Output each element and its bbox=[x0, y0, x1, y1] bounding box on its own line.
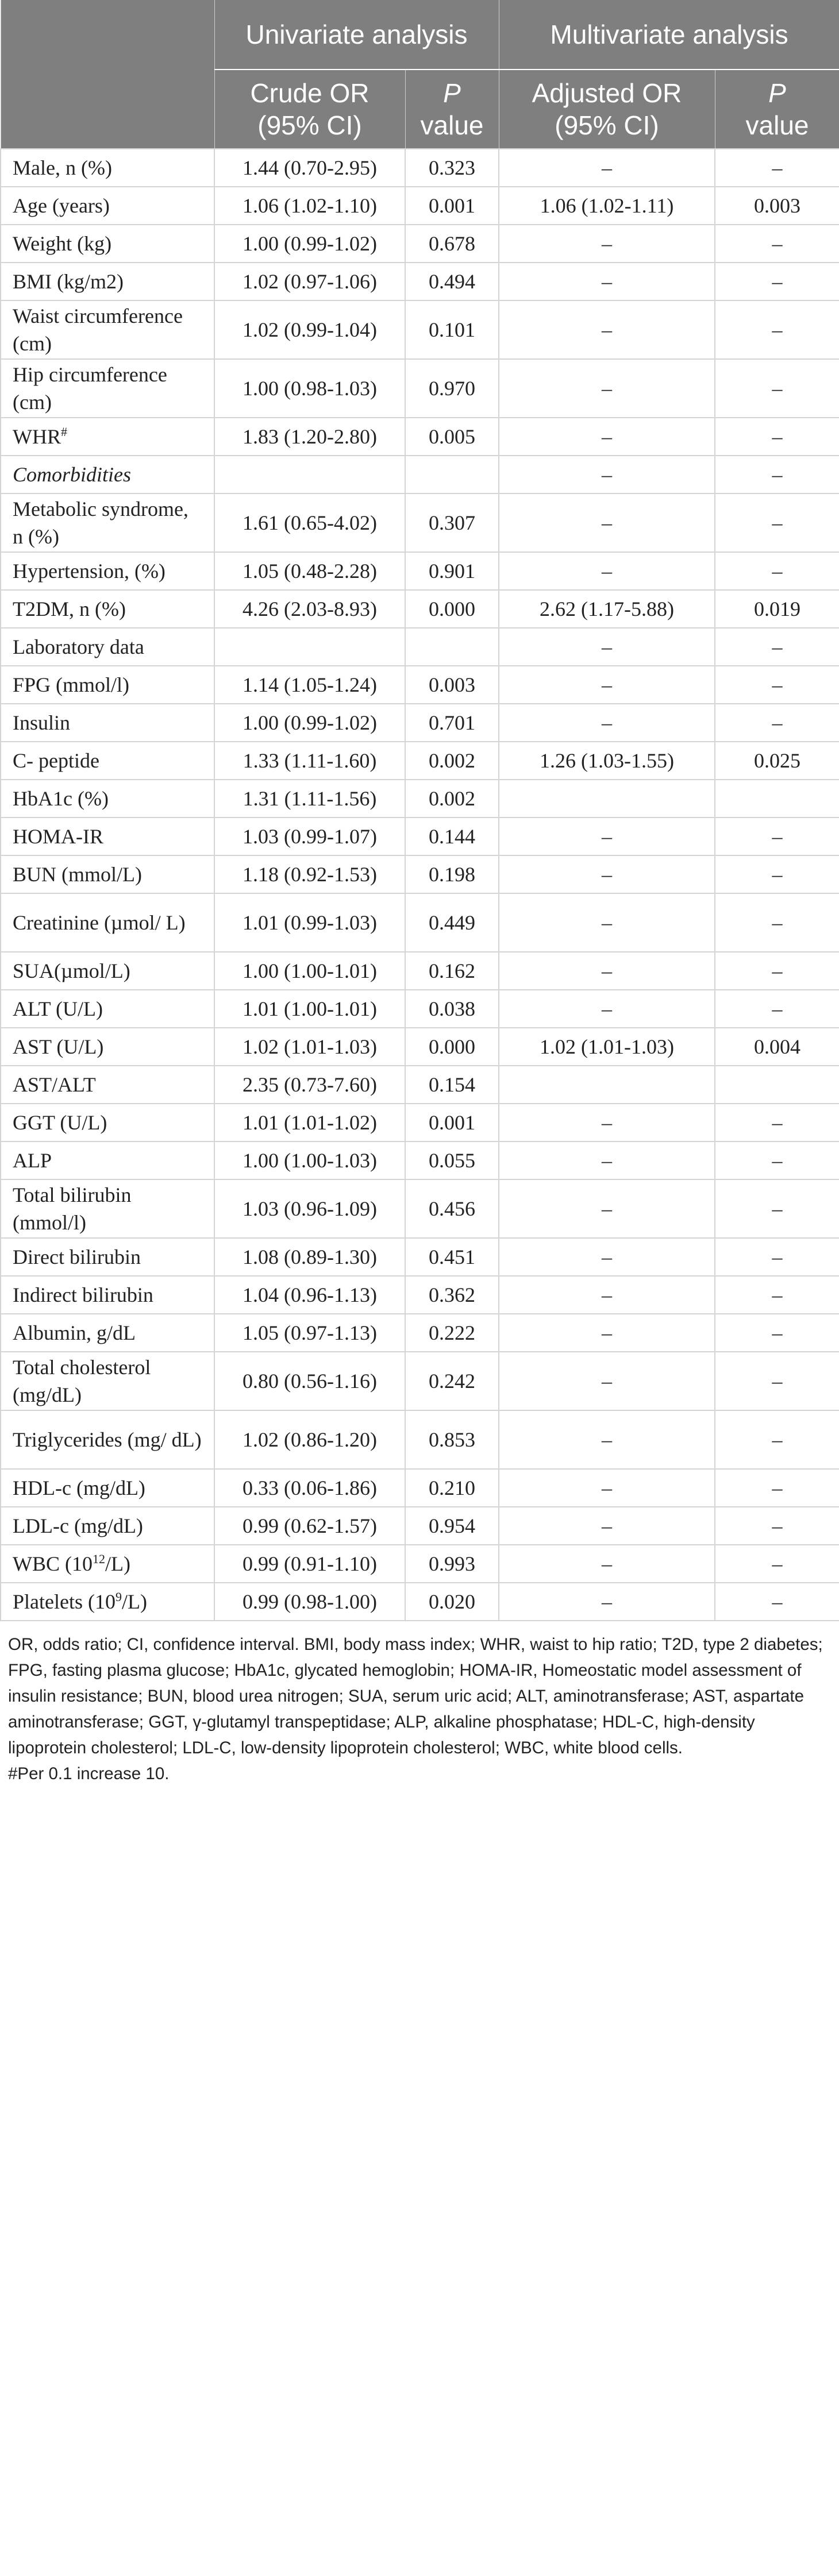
crude-or-cell: 0.99 (0.91-1.10) bbox=[214, 1545, 405, 1583]
adjusted-or-cell: – bbox=[499, 1545, 715, 1583]
table-row bbox=[1, 952, 839, 990]
univariate-p-cell: 0.002 bbox=[405, 742, 499, 780]
row-label bbox=[1, 1028, 214, 1066]
row-label bbox=[1, 1469, 214, 1507]
crude-or-cell bbox=[214, 456, 405, 493]
adjusted-or-cell: – bbox=[499, 893, 715, 952]
crude-or-cell: 1.06 (1.02-1.10) bbox=[214, 187, 405, 225]
adjusted-or-cell: – bbox=[499, 817, 715, 855]
row-label bbox=[1, 628, 214, 666]
row-label bbox=[1, 893, 214, 952]
multivariate-p-cell: 0.019 bbox=[715, 590, 839, 628]
univariate-header: Univariate analysis bbox=[214, 0, 499, 70]
univariate-p-cell: 0.954 bbox=[405, 1507, 499, 1545]
row-label-text: BUN (mmol/L) bbox=[13, 863, 142, 886]
table-row bbox=[1, 359, 839, 418]
multivariate-p-cell: – bbox=[715, 1314, 839, 1352]
row-label-text: Hypertension, (%) bbox=[13, 560, 166, 583]
row-label-text: Metabolic syndrome, n (%) bbox=[13, 498, 188, 548]
multivariate-p-cell: 0.025 bbox=[715, 742, 839, 780]
crude-or-cell: 1.00 (1.00-1.01) bbox=[214, 952, 405, 990]
multivariate-p-cell: – bbox=[715, 855, 839, 893]
crude-or-cell: 1.14 (1.05-1.24) bbox=[214, 666, 405, 704]
row-label bbox=[1, 149, 214, 187]
row-label-text: Weight (kg) bbox=[13, 232, 112, 255]
adjusted-or-cell bbox=[499, 780, 715, 817]
adjusted-or-cell: – bbox=[499, 263, 715, 300]
table-row bbox=[1, 1142, 839, 1179]
multivariate-p-cell: – bbox=[715, 300, 839, 359]
crude-or-cell: 2.35 (0.73-7.60) bbox=[214, 1066, 405, 1104]
row-label bbox=[1, 742, 214, 780]
row-label bbox=[1, 263, 214, 300]
row-label bbox=[1, 1142, 214, 1179]
crude-or-cell: 1.18 (0.92-1.53) bbox=[214, 855, 405, 893]
table-row bbox=[1, 418, 839, 456]
row-label-text: HOMA-IR bbox=[13, 825, 103, 848]
crude-or-cell: 1.61 (0.65-4.02) bbox=[214, 493, 405, 552]
adjusted-or-cell: – bbox=[499, 1238, 715, 1276]
row-label-text: Platelets (10 bbox=[13, 1590, 116, 1613]
adjusted-or-cell: – bbox=[499, 1469, 715, 1507]
row-label-text: C- peptide bbox=[13, 749, 99, 772]
row-label bbox=[1, 456, 214, 493]
multivariate-p-cell: – bbox=[715, 359, 839, 418]
adjusted-or-cell: – bbox=[499, 300, 715, 359]
crude-or-cell: 1.00 (1.00-1.03) bbox=[214, 1142, 405, 1179]
table-footnotes bbox=[0, 1621, 839, 1787]
row-label bbox=[1, 817, 214, 855]
univariate-p-cell: 0.020 bbox=[405, 1583, 499, 1621]
table-row bbox=[1, 149, 839, 187]
adjusted-or-cell: 1.06 (1.02-1.11) bbox=[499, 187, 715, 225]
multivariate-p-cell: – bbox=[715, 225, 839, 263]
crude-or-cell: 0.99 (0.62-1.57) bbox=[214, 1507, 405, 1545]
row-label-text: Direct bilirubin bbox=[13, 1245, 141, 1268]
p-value-header bbox=[405, 70, 499, 149]
table-row bbox=[1, 1545, 839, 1583]
row-label bbox=[1, 1583, 214, 1621]
table-row bbox=[1, 1352, 839, 1410]
univariate-p-cell: 0.210 bbox=[405, 1469, 499, 1507]
univariate-p-cell: 0.101 bbox=[405, 300, 499, 359]
multivariate-p-cell: – bbox=[715, 666, 839, 704]
row-label bbox=[1, 952, 214, 990]
row-label-text: GGT (U/L) bbox=[13, 1111, 107, 1134]
crude-or-cell bbox=[214, 628, 405, 666]
row-label-suffix: /L) bbox=[105, 1552, 130, 1575]
multivariate-p-cell: – bbox=[715, 704, 839, 742]
row-label bbox=[1, 1066, 214, 1104]
multivariate-p-cell: – bbox=[715, 149, 839, 187]
adjusted-or-cell: – bbox=[499, 1276, 715, 1314]
table-row bbox=[1, 1179, 839, 1238]
adjusted-or-cell: – bbox=[499, 552, 715, 590]
crude-or-cell: 1.05 (0.48-2.28) bbox=[214, 552, 405, 590]
table-row bbox=[1, 225, 839, 263]
crude-or-cell: 1.01 (0.99-1.03) bbox=[214, 893, 405, 952]
p-letter: P bbox=[768, 78, 786, 108]
table-row bbox=[1, 1314, 839, 1352]
per-increase-note: #Per 0.1 increase 10. bbox=[8, 1764, 170, 1783]
crude-or-cell: 1.04 (0.96-1.13) bbox=[214, 1276, 405, 1314]
row-label-text: Laboratory data bbox=[13, 635, 144, 658]
crude-or-cell: 1.31 (1.11-1.56) bbox=[214, 780, 405, 817]
univariate-p-cell: 0.970 bbox=[405, 359, 499, 418]
table-row bbox=[1, 1410, 839, 1469]
adjusted-or-cell: – bbox=[499, 493, 715, 552]
crude-or-cell: 1.83 (1.20-2.80) bbox=[214, 418, 405, 456]
table-row bbox=[1, 1276, 839, 1314]
univariate-p-cell: 0.307 bbox=[405, 493, 499, 552]
multivariate-p-cell: – bbox=[715, 1507, 839, 1545]
row-label-text: Total bilirubin (mmol/l) bbox=[13, 1183, 132, 1234]
table-row bbox=[1, 666, 839, 704]
crude-or-cell: 0.33 (0.06-1.86) bbox=[214, 1469, 405, 1507]
row-label bbox=[1, 1179, 214, 1238]
row-label-text: ALP bbox=[13, 1149, 52, 1172]
p-value-header bbox=[715, 70, 839, 149]
univariate-p-cell: 0.993 bbox=[405, 1545, 499, 1583]
adjusted-or-cell: – bbox=[499, 628, 715, 666]
crude-or-cell: 1.02 (1.01-1.03) bbox=[214, 1028, 405, 1066]
crude-or-cell: 1.01 (1.00-1.01) bbox=[214, 990, 405, 1028]
table-row bbox=[1, 990, 839, 1028]
row-label bbox=[1, 1104, 214, 1142]
univariate-p-cell: 0.003 bbox=[405, 666, 499, 704]
crude-or-cell: 1.00 (0.99-1.02) bbox=[214, 704, 405, 742]
adjusted-or-cell: – bbox=[499, 1314, 715, 1352]
adjusted-or-cell bbox=[499, 1066, 715, 1104]
row-label-text: WBC (10 bbox=[13, 1552, 93, 1575]
adjusted-or-cell: – bbox=[499, 1507, 715, 1545]
adjusted-or-cell: – bbox=[499, 359, 715, 418]
adjusted-or-cell: – bbox=[499, 952, 715, 990]
table-row bbox=[1, 1583, 839, 1621]
crude-or-cell: 1.03 (0.99-1.07) bbox=[214, 817, 405, 855]
row-label-superscript: 9 bbox=[115, 1590, 122, 1604]
multivariate-p-cell: – bbox=[715, 628, 839, 666]
adjusted-or-cell: – bbox=[499, 855, 715, 893]
table-row bbox=[1, 1469, 839, 1507]
row-label-text: Creatinine (µmol/ L) bbox=[13, 911, 186, 934]
row-label-superscript: # bbox=[61, 425, 67, 439]
crude-or-cell: 1.00 (0.99-1.02) bbox=[214, 225, 405, 263]
multivariate-p-cell: – bbox=[715, 1179, 839, 1238]
row-label-text: AST (U/L) bbox=[13, 1035, 104, 1058]
multivariate-p-cell: 0.003 bbox=[715, 187, 839, 225]
univariate-p-cell: 0.451 bbox=[405, 1238, 499, 1276]
crude-or-cell: 4.26 (2.03-8.93) bbox=[214, 590, 405, 628]
row-label-superscript: 12 bbox=[93, 1552, 105, 1566]
crude-or-cell: 1.02 (0.97-1.06) bbox=[214, 263, 405, 300]
row-label bbox=[1, 1507, 214, 1545]
crude-or-cell: 1.03 (0.96-1.09) bbox=[214, 1179, 405, 1238]
row-label-text: Albumin, g/dL bbox=[13, 1321, 136, 1344]
adjusted-or-cell: – bbox=[499, 149, 715, 187]
crude-or-cell: 1.02 (0.86-1.20) bbox=[214, 1410, 405, 1469]
row-label bbox=[1, 418, 214, 456]
row-label bbox=[1, 990, 214, 1028]
adjusted-or-cell: 2.62 (1.17-5.88) bbox=[499, 590, 715, 628]
table-row bbox=[1, 493, 839, 552]
row-label bbox=[1, 666, 214, 704]
multivariate-p-cell: – bbox=[715, 1276, 839, 1314]
table-row bbox=[1, 893, 839, 952]
table-row bbox=[1, 263, 839, 300]
row-label-text: HDL-c (mg/dL) bbox=[13, 1476, 145, 1499]
row-label-text: Comorbidities bbox=[13, 463, 132, 486]
row-label bbox=[1, 225, 214, 263]
table-row bbox=[1, 1104, 839, 1142]
row-label bbox=[1, 1545, 214, 1583]
table-row bbox=[1, 1028, 839, 1066]
univariate-p-cell: 0.449 bbox=[405, 893, 499, 952]
adjusted-or-cell: – bbox=[499, 666, 715, 704]
table-row bbox=[1, 456, 839, 493]
crude-or-cell: 1.33 (1.11-1.60) bbox=[214, 742, 405, 780]
header-column-row bbox=[1, 70, 839, 149]
row-label-text: Age (years) bbox=[13, 194, 110, 217]
multivariate-p-cell: – bbox=[715, 1238, 839, 1276]
adjusted-or-cell: – bbox=[499, 990, 715, 1028]
row-label bbox=[1, 359, 214, 418]
univariate-p-cell bbox=[405, 456, 499, 493]
row-label-text: Total cholesterol (mg/dL) bbox=[13, 1356, 151, 1406]
header-blank-cell bbox=[1, 70, 214, 149]
univariate-p-cell: 0.678 bbox=[405, 225, 499, 263]
row-label-suffix: /L) bbox=[121, 1590, 147, 1613]
adjusted-or-header: Adjusted OR (95% CI) bbox=[499, 70, 715, 149]
crude-or-cell: 1.08 (0.89-1.30) bbox=[214, 1238, 405, 1276]
header-blank-cell bbox=[1, 0, 214, 70]
row-label bbox=[1, 1410, 214, 1469]
row-label-text: SUA(µmol/L) bbox=[13, 959, 130, 982]
row-label bbox=[1, 1314, 214, 1352]
univariate-p-cell: 0.002 bbox=[405, 780, 499, 817]
row-label bbox=[1, 300, 214, 359]
multivariate-p-cell: – bbox=[715, 456, 839, 493]
univariate-p-cell: 0.242 bbox=[405, 1352, 499, 1410]
row-label bbox=[1, 780, 214, 817]
row-label bbox=[1, 187, 214, 225]
multivariate-p-cell: – bbox=[715, 552, 839, 590]
univariate-p-cell: 0.000 bbox=[405, 1028, 499, 1066]
row-label-text: WHR bbox=[13, 425, 61, 448]
univariate-p-cell: 0.222 bbox=[405, 1314, 499, 1352]
adjusted-or-cell: – bbox=[499, 1179, 715, 1238]
univariate-p-cell: 0.001 bbox=[405, 187, 499, 225]
table-row bbox=[1, 817, 839, 855]
table-row bbox=[1, 742, 839, 780]
adjusted-or-cell: – bbox=[499, 456, 715, 493]
univariate-p-cell: 0.853 bbox=[405, 1410, 499, 1469]
row-label-text: Hip circumference (cm) bbox=[13, 363, 167, 414]
row-label bbox=[1, 1276, 214, 1314]
adjusted-or-cell: – bbox=[499, 1410, 715, 1469]
header-group-row bbox=[1, 0, 839, 70]
row-label-text: Indirect bilirubin bbox=[13, 1283, 153, 1306]
table-row bbox=[1, 1238, 839, 1276]
row-label bbox=[1, 590, 214, 628]
adjusted-or-cell: 1.02 (1.01-1.03) bbox=[499, 1028, 715, 1066]
multivariate-p-cell: – bbox=[715, 1583, 839, 1621]
table-row bbox=[1, 1507, 839, 1545]
adjusted-or-cell: – bbox=[499, 1142, 715, 1179]
row-label bbox=[1, 1238, 214, 1276]
crude-or-cell: 1.44 (0.70-2.95) bbox=[214, 149, 405, 187]
crude-or-cell: 0.80 (0.56-1.16) bbox=[214, 1352, 405, 1410]
row-label-text: AST/ALT bbox=[13, 1073, 96, 1096]
row-label bbox=[1, 855, 214, 893]
row-label-text: T2DM, n (%) bbox=[13, 597, 126, 620]
table-row bbox=[1, 704, 839, 742]
multivariate-p-cell: – bbox=[715, 990, 839, 1028]
table-row bbox=[1, 628, 839, 666]
row-label bbox=[1, 1352, 214, 1410]
adjusted-or-cell: – bbox=[499, 1352, 715, 1410]
table-row bbox=[1, 780, 839, 817]
univariate-p-cell: 0.154 bbox=[405, 1066, 499, 1104]
table-row bbox=[1, 187, 839, 225]
row-label-text: ALT (U/L) bbox=[13, 997, 103, 1020]
crude-or-cell: 1.00 (0.98-1.03) bbox=[214, 359, 405, 418]
table-row bbox=[1, 855, 839, 893]
table-row bbox=[1, 300, 839, 359]
multivariate-p-cell bbox=[715, 780, 839, 817]
multivariate-p-cell: – bbox=[715, 263, 839, 300]
multivariate-header: Multivariate analysis bbox=[499, 0, 839, 70]
multivariate-p-cell: – bbox=[715, 1104, 839, 1142]
multivariate-p-cell: 0.004 bbox=[715, 1028, 839, 1066]
multivariate-p-cell: – bbox=[715, 493, 839, 552]
univariate-p-cell: 0.162 bbox=[405, 952, 499, 990]
multivariate-p-cell: – bbox=[715, 893, 839, 952]
adjusted-or-cell: 1.26 (1.03-1.55) bbox=[499, 742, 715, 780]
multivariate-p-cell: – bbox=[715, 1545, 839, 1583]
univariate-p-cell: 0.144 bbox=[405, 817, 499, 855]
univariate-p-cell: 0.005 bbox=[405, 418, 499, 456]
univariate-p-cell: 0.323 bbox=[405, 149, 499, 187]
multivariate-p-cell: – bbox=[715, 1352, 839, 1410]
adjusted-or-cell: – bbox=[499, 1583, 715, 1621]
univariate-p-cell: 0.000 bbox=[405, 590, 499, 628]
multivariate-p-cell bbox=[715, 1066, 839, 1104]
p-value-word: value bbox=[420, 110, 484, 140]
univariate-p-cell: 0.494 bbox=[405, 263, 499, 300]
univariate-p-cell bbox=[405, 628, 499, 666]
abbreviation-note: OR, odds ratio; CI, confidence interval. BMI, body mass index; WHR, waist to hip ratio; T2D, type 2 diabetes; FPG, fasting plasma glucose; HbA1c, glycated hemoglobin; HOMA-IR, Homeostatic model assessment of insulin resistance; BUN, blood urea nitrogen; SUA, serum uric acid; ALT, aminotransferase; AST, aspartate aminotransferase; GGT, γ-glutamyl transpeptidase; ALP, alkaline phosphatase; HDL-C, high-density lipoprotein cholesterol; LDL-C, low-density lipoprotein cholesterol; WBC, white blood cells. bbox=[8, 1635, 823, 1757]
univariate-p-cell: 0.456 bbox=[405, 1179, 499, 1238]
row-label-text: Triglycerides (mg/ dL) bbox=[13, 1428, 202, 1451]
multivariate-p-cell: – bbox=[715, 1142, 839, 1179]
univariate-p-cell: 0.001 bbox=[405, 1104, 499, 1142]
row-label-text: Waist circumference (cm) bbox=[13, 304, 183, 355]
adjusted-or-cell: – bbox=[499, 225, 715, 263]
crude-or-cell: 1.01 (1.01-1.02) bbox=[214, 1104, 405, 1142]
univariate-p-cell: 0.038 bbox=[405, 990, 499, 1028]
table-row bbox=[1, 552, 839, 590]
multivariate-p-cell: – bbox=[715, 418, 839, 456]
p-letter: P bbox=[443, 78, 461, 108]
table-body bbox=[1, 149, 839, 1621]
univariate-p-cell: 0.701 bbox=[405, 704, 499, 742]
univariate-p-cell: 0.055 bbox=[405, 1142, 499, 1179]
crude-or-header: Crude OR (95% CI) bbox=[214, 70, 405, 149]
table-row bbox=[1, 590, 839, 628]
adjusted-or-cell: – bbox=[499, 1104, 715, 1142]
adjusted-or-cell: – bbox=[499, 704, 715, 742]
table-row bbox=[1, 1066, 839, 1104]
row-label-text: Male, n (%) bbox=[13, 156, 112, 179]
multivariate-p-cell: – bbox=[715, 1410, 839, 1469]
univariate-p-cell: 0.198 bbox=[405, 855, 499, 893]
crude-or-cell: 1.02 (0.99-1.04) bbox=[214, 300, 405, 359]
row-label bbox=[1, 493, 214, 552]
row-label bbox=[1, 552, 214, 590]
row-label-text: Insulin bbox=[13, 711, 71, 734]
row-label-text: HbA1c (%) bbox=[13, 787, 109, 810]
adjusted-or-cell: – bbox=[499, 418, 715, 456]
p-value-word: value bbox=[745, 110, 809, 140]
multivariate-p-cell: – bbox=[715, 817, 839, 855]
multivariate-p-cell: – bbox=[715, 1469, 839, 1507]
row-label-text: FPG (mmol/l) bbox=[13, 673, 130, 696]
univariate-p-cell: 0.362 bbox=[405, 1276, 499, 1314]
multivariate-p-cell: – bbox=[715, 952, 839, 990]
row-label-text: BMI (kg/m2) bbox=[13, 270, 124, 293]
row-label-text: LDL-c (mg/dL) bbox=[13, 1514, 143, 1537]
crude-or-cell: 1.05 (0.97-1.13) bbox=[214, 1314, 405, 1352]
row-label bbox=[1, 704, 214, 742]
univariate-p-cell: 0.901 bbox=[405, 552, 499, 590]
crude-or-cell: 0.99 (0.98-1.00) bbox=[214, 1583, 405, 1621]
